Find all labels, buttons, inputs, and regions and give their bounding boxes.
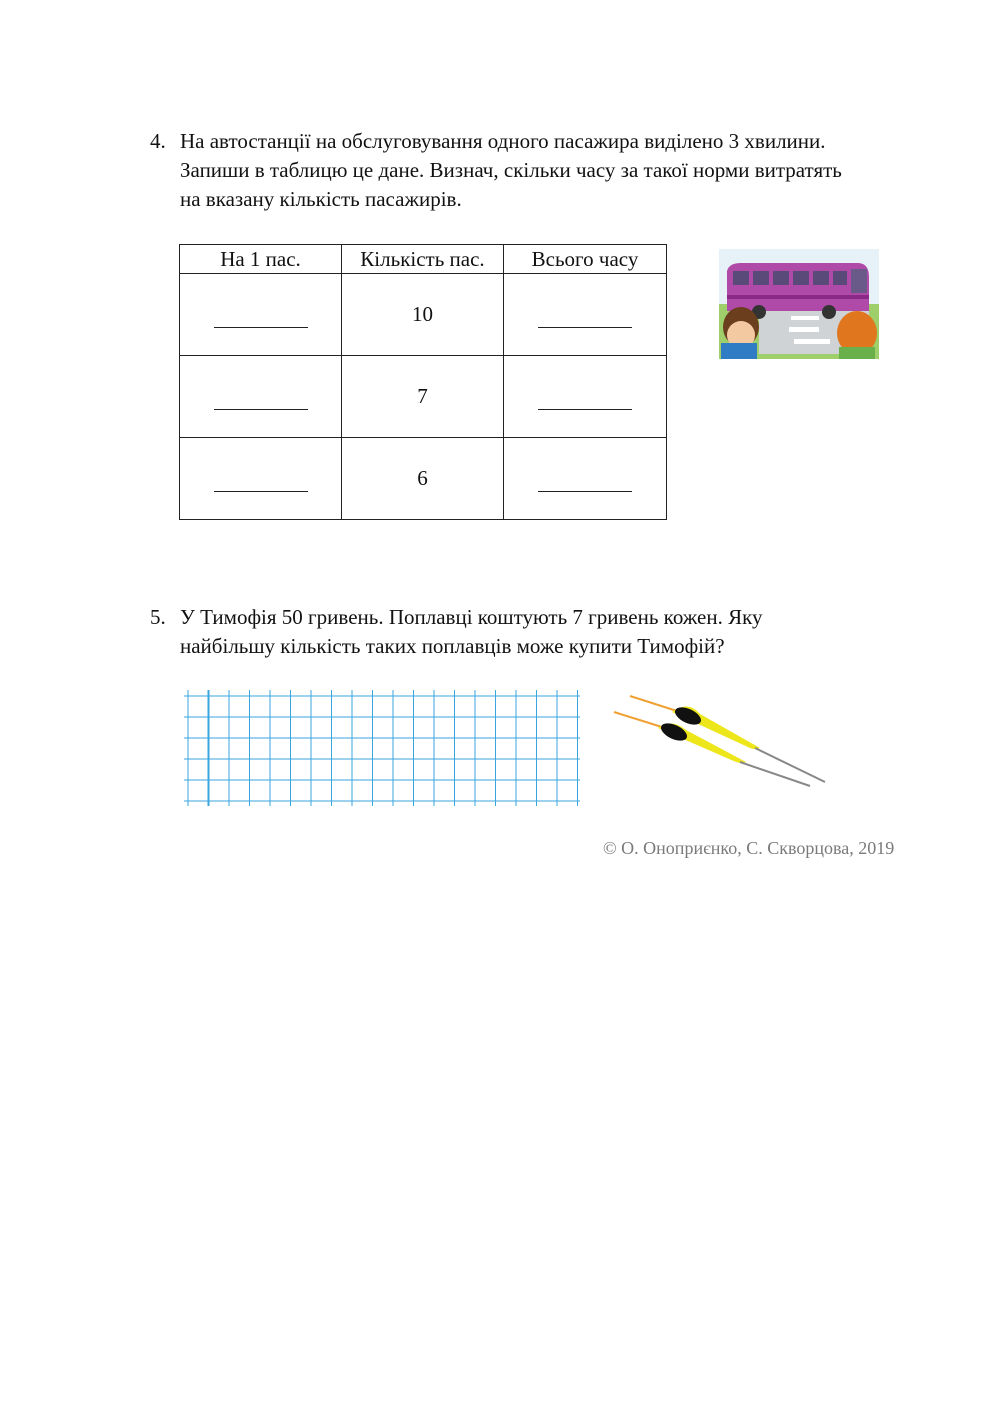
bus-icon [719,249,879,359]
answer-line[interactable] [538,303,632,328]
passenger-count-cell: 7 [342,356,504,438]
answer-line[interactable] [538,385,632,410]
task-5-line: У Тимофія 50 гривень. Поплавці коштують 7 гривень кожен. Яку [180,605,763,629]
answer-line[interactable] [214,467,308,492]
task-4-text [180,127,940,214]
task-4-number: 4. [150,129,166,153]
answer-line[interactable] [538,467,632,492]
task-5-number: 5. [150,605,166,629]
task-4-line: Запиши в таблицю це дане. Визнач, скільки часу за такої норми витратять [180,158,842,182]
grid-paper[interactable] [184,690,580,806]
bus-illustration [719,249,879,364]
task-5-text [180,603,940,661]
per-passenger-blank[interactable] [180,356,342,438]
answer-line[interactable] [214,303,308,328]
header-per-passenger: На 1 пас. [180,245,342,274]
floats-illustration [610,690,830,795]
total-time-blank[interactable] [504,438,667,520]
copyright-text: © О. Оноприєнко, С. Скворцова, 2019 [603,838,895,858]
task-4-line: На автостанції на обслуговування одного пасажира виділено 3 хвилини. [180,129,826,153]
header-passenger-count: Кількість пас. [342,245,504,274]
passenger-count-cell: 10 [342,274,504,356]
per-passenger-blank[interactable] [180,438,342,520]
answer-line[interactable] [214,385,308,410]
table-row [180,274,667,356]
total-time-blank[interactable] [504,356,667,438]
passenger-count-cell: 6 [342,438,504,520]
task-4-line: на вказану кількість пасажирів. [180,187,462,211]
total-time-blank[interactable] [504,274,667,356]
fishing-float-icon [610,690,830,790]
table-header-row [180,245,667,274]
passenger-time-table [179,244,667,520]
table-row [180,356,667,438]
task-5-line: найбільшу кількість таких поплавців може купити Тимофій? [180,634,725,658]
answer-grid[interactable] [184,690,580,811]
per-passenger-blank[interactable] [180,274,342,356]
header-total-time: Всього часу [504,245,667,274]
table-row [180,438,667,520]
